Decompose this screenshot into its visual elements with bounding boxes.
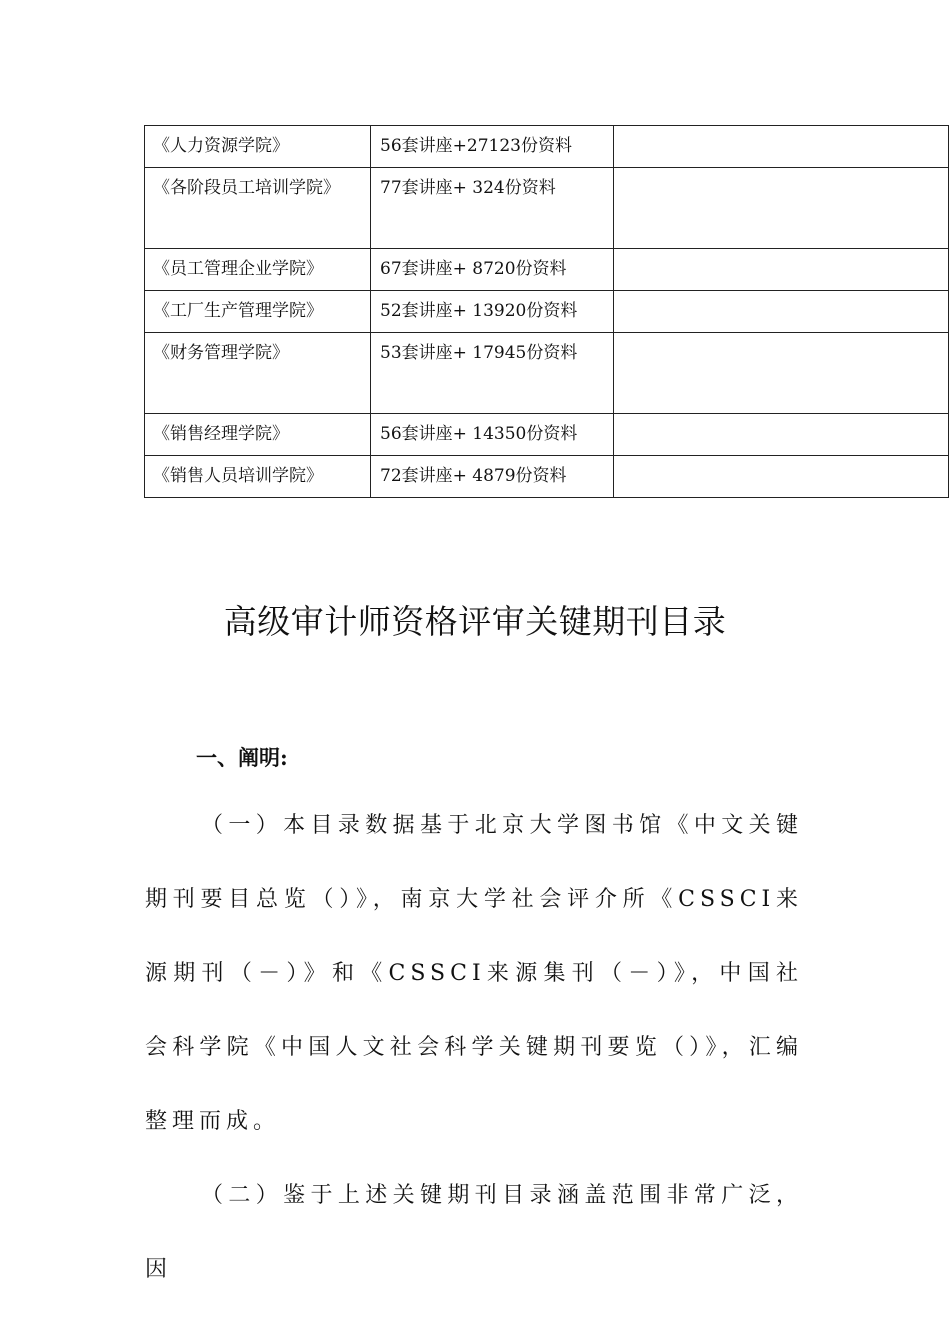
table-cell-note <box>614 333 949 414</box>
table-row <box>145 126 949 168</box>
table-cell-name: 《财务管理学院》 <box>145 333 371 414</box>
table-row <box>145 168 949 249</box>
table-cell-content: 72套讲座+ 4879份资料 <box>371 456 614 498</box>
table-cell-content: 52套讲座+ 13920份资料 <box>371 291 614 333</box>
table-cell-note <box>614 456 949 498</box>
body-paragraph: （二）鉴于上述关键期刊目录涵盖范围非常广泛，因 <box>145 1183 803 1282</box>
table-cell-note <box>614 249 949 291</box>
course-table <box>144 125 949 498</box>
table-row <box>145 414 949 456</box>
table-cell-content: 67套讲座+ 8720份资料 <box>371 249 614 291</box>
table-row <box>145 249 949 291</box>
table-cell-name: 《人力资源学院》 <box>145 126 371 168</box>
body-paragraph: （一）本目录数据基于北京大学图书馆《中文关键期刊要目总览（）》，南京大学社会评介所《CSSCI来源期刊（－）》和《CSSCI来源集刊（－）》，中国社会科学院《中国人文社会科学关键期刊要览（）》，汇编整理而成。 <box>145 813 803 1134</box>
table-cell-note <box>614 414 949 456</box>
table-cell-note <box>614 126 949 168</box>
section-heading: 一、阐明: <box>196 745 288 770</box>
table-cell-content: 56套讲座+27123份资料 <box>371 126 614 168</box>
table-row <box>145 291 949 333</box>
table-cell-content: 77套讲座+ 324份资料 <box>371 168 614 249</box>
table-cell-name: 《销售经理学院》 <box>145 414 371 456</box>
table-cell-note <box>614 168 949 249</box>
table-cell-name: 《销售人员培训学院》 <box>145 456 371 498</box>
table-cell-note <box>614 291 949 333</box>
table-cell-content: 56套讲座+ 14350份资料 <box>371 414 614 456</box>
table-row <box>145 456 949 498</box>
table-cell-name: 《员工管理企业学院》 <box>145 249 371 291</box>
table-row <box>145 333 949 414</box>
table-cell-name: 《工厂生产管理学院》 <box>145 291 371 333</box>
document-title: 高级审计师资格评审关键期刊目录 <box>223 602 727 641</box>
table-cell-content: 53套讲座+ 17945份资料 <box>371 333 614 414</box>
table-cell-name: 《各阶段员工培训学院》 <box>145 168 371 249</box>
